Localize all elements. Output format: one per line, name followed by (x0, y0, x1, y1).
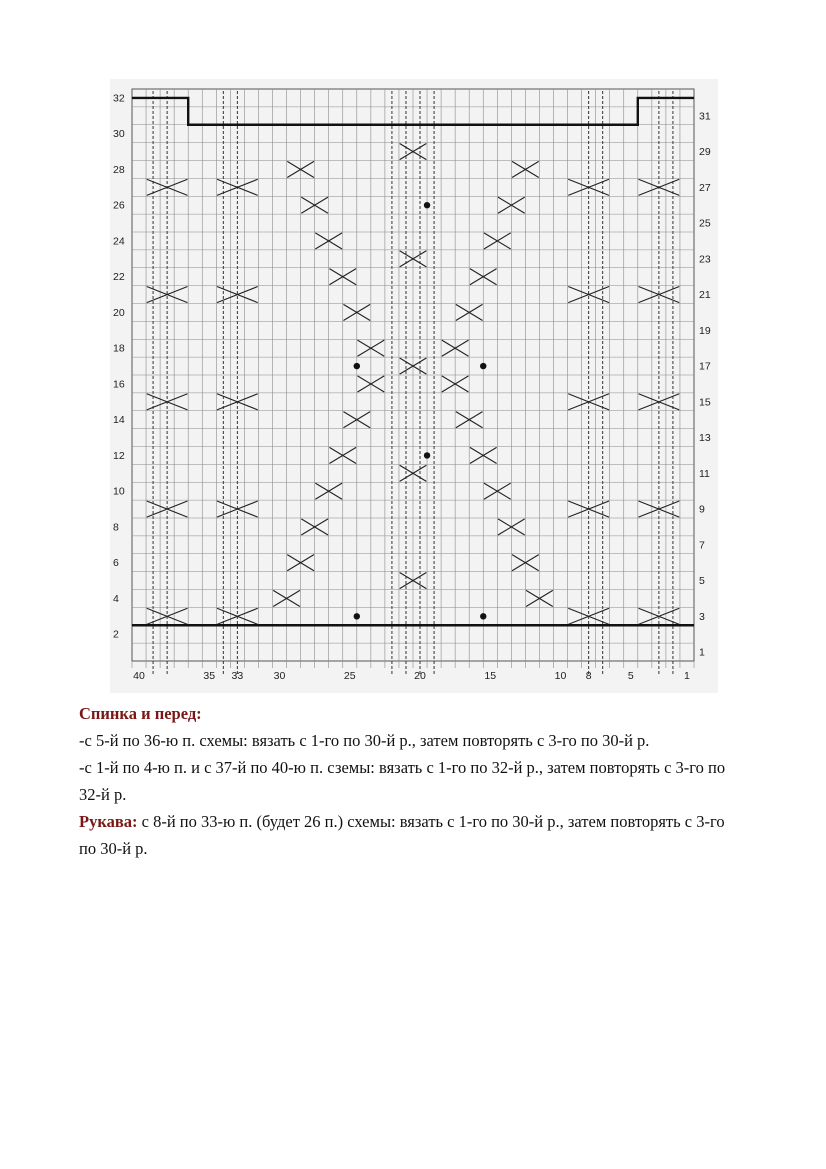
row-label-right: 5 (699, 575, 705, 588)
knitting-chart (110, 79, 718, 693)
row-label-left: 6 (113, 557, 119, 570)
row-label-right: 31 (699, 110, 711, 123)
bobble-dot (424, 452, 430, 458)
row-label-left: 10 (113, 485, 125, 498)
column-label: 5 (627, 670, 634, 682)
column-label: 35 (203, 670, 216, 682)
row-label-left: 30 (113, 128, 125, 141)
section-sleeves (79, 808, 729, 862)
bobble-dot (354, 613, 360, 619)
column-label: 40 (133, 670, 145, 682)
bobble-dot (354, 363, 360, 369)
row-label-left: 20 (113, 306, 125, 319)
row-label-left: 2 (113, 628, 119, 641)
bobble-dot (480, 363, 486, 369)
row-label-left: 12 (113, 449, 125, 462)
section-header-back-front: Спинка и перед: (79, 704, 202, 723)
row-label-left: 18 (113, 342, 125, 355)
row-label-right: 19 (699, 324, 711, 337)
row-label-right: 25 (699, 217, 711, 230)
chart-axis-labels (113, 92, 711, 682)
row-label-right: 23 (699, 253, 711, 266)
instruction-line-2: -с 1-й по 4-ю п. и с 37-й по 40-ю п. сземы: вязать с 1-го по 32-й р., затем повторять с 3-го по 32-й р. (79, 758, 726, 804)
column-label: 33 (231, 670, 244, 682)
row-label-left: 26 (113, 199, 125, 212)
row-label-left: 8 (113, 521, 119, 534)
instructions (79, 700, 729, 862)
bobble-dot (480, 613, 486, 619)
row-label-right: 3 (699, 610, 705, 623)
row-label-left: 16 (113, 378, 125, 391)
section-header-sleeves: Рукава: (79, 812, 138, 831)
row-label-left: 24 (113, 235, 125, 248)
row-label-right: 21 (699, 289, 711, 302)
row-label-right: 13 (699, 432, 711, 445)
instruction-line-1: -с 5-й по 36-ю п. схемы: вязать с 1-го по 30-й р., затем повторять с 3-го по 30-й р. (79, 731, 650, 750)
row-label-right: 27 (699, 181, 711, 194)
row-label-right: 9 (699, 503, 705, 516)
column-label: 8 (585, 670, 592, 682)
row-label-left: 28 (113, 163, 125, 176)
sleeves-instruction: с 8-й по 33-ю п. (будет 26 п.) схемы: вязать с 1-го по 30-й р., затем повторять с 3-го по 30-й р. (79, 812, 725, 858)
bobble-dot (424, 202, 430, 208)
row-label-right: 1 (699, 646, 705, 659)
row-label-right: 7 (699, 539, 705, 552)
row-label-right: 29 (699, 146, 711, 159)
column-label: 10 (554, 670, 567, 682)
column-label: 15 (484, 670, 497, 682)
row-label-right: 17 (699, 360, 711, 373)
row-label-right: 11 (699, 467, 710, 480)
row-label-right: 15 (699, 396, 711, 409)
column-label: 1 (684, 670, 690, 682)
column-label: 30 (273, 670, 286, 682)
column-label: 20 (414, 670, 426, 682)
row-label-left: 32 (113, 92, 125, 105)
row-label-left: 22 (113, 271, 125, 284)
column-label: 25 (343, 670, 356, 682)
row-label-left: 14 (113, 414, 125, 427)
section-back-front (79, 700, 729, 727)
row-label-left: 4 (113, 592, 119, 605)
